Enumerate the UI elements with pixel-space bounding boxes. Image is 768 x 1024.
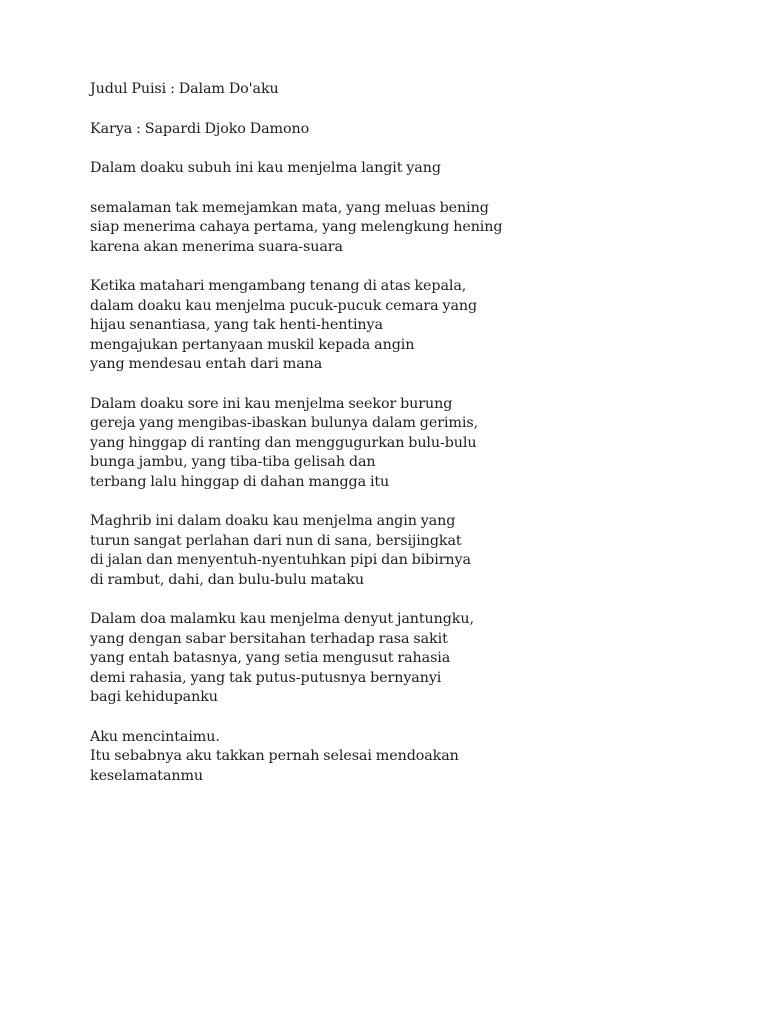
poem-line: terbang lalu hinggap di dahan mangga itu	[90, 473, 390, 490]
poem-stanza	[90, 277, 710, 375]
poem-line: yang dengan sabar bersitahan terhadap rasa sakit	[90, 630, 448, 647]
poem-line: yang hinggap di ranting dan menggugurkan bulu-bulu	[90, 434, 477, 451]
poem-line: turun sangat perlahan dari nun di sana, bersijingkat	[90, 532, 462, 549]
poem-line: dalam doaku kau menjelma pucuk-pucuk cemara yang	[90, 297, 478, 314]
poem-line: bunga jambu, yang tiba-tiba gelisah dan	[90, 454, 376, 470]
poem-stanza	[90, 728, 710, 787]
poem-line: demi rahasia, yang tak putus-putusnya bernyanyi	[90, 669, 442, 686]
poem-title: Judul Puisi : Dalam Do'aku	[90, 81, 279, 97]
poem-line: mengajukan pertanyaan muskil kepada angin	[90, 336, 415, 353]
poem-line: Dalam doa malamku kau menjelma denyut jantungku,	[90, 611, 474, 627]
poem-stanza	[90, 610, 710, 708]
poem-stanza	[90, 159, 710, 179]
poem-line: hijau senantiasa, yang tak henti-hentinya	[90, 317, 383, 333]
poem-line: siap menerima cahaya pertama, yang melengkung hening	[90, 219, 503, 235]
poem-stanza	[90, 199, 710, 258]
poem-body	[90, 159, 710, 786]
poem-stanza	[90, 512, 710, 590]
poem-line: di jalan dan menyentuh-nyentuhkan pipi dan bibirnya	[90, 552, 471, 568]
poem-text	[90, 80, 710, 786]
poem-line: Ketika matahari mengambang tenang di atas kepala,	[90, 278, 467, 294]
poem-line: Dalam doaku subuh ini kau menjelma langit yang	[90, 160, 441, 176]
poem-stanza	[90, 395, 710, 493]
poem-line: semalaman tak memejamkan mata, yang meluas bening	[90, 199, 489, 216]
poem-line: keselamatanmu	[90, 767, 204, 784]
poem-line: Maghrib ini dalam doaku kau menjelma angin yang	[90, 513, 456, 529]
poem-line: di rambut, dahi, dan bulu-bulu mataku	[90, 571, 365, 588]
poem-line: karena akan menerima suara-suara	[90, 238, 343, 255]
poem-line: Dalam doaku sore ini kau menjelma seekor burung	[90, 395, 453, 412]
poem-line: gereja yang mengibas-ibaskan bulunya dalam gerimis,	[90, 415, 479, 431]
poem-line: Aku mencintaimu.	[90, 728, 220, 745]
poem-line: yang entah batasnya, yang setia mengusut rahasia	[90, 650, 451, 666]
poem-author: Karya : Sapardi Djoko Damono	[90, 120, 310, 137]
poem-line: yang mendesau entah dari mana	[90, 356, 323, 372]
poem-line: Itu sebabnya aku takkan pernah selesai mendoakan	[90, 748, 459, 764]
poem-line: bagi kehidupanku	[90, 689, 218, 705]
